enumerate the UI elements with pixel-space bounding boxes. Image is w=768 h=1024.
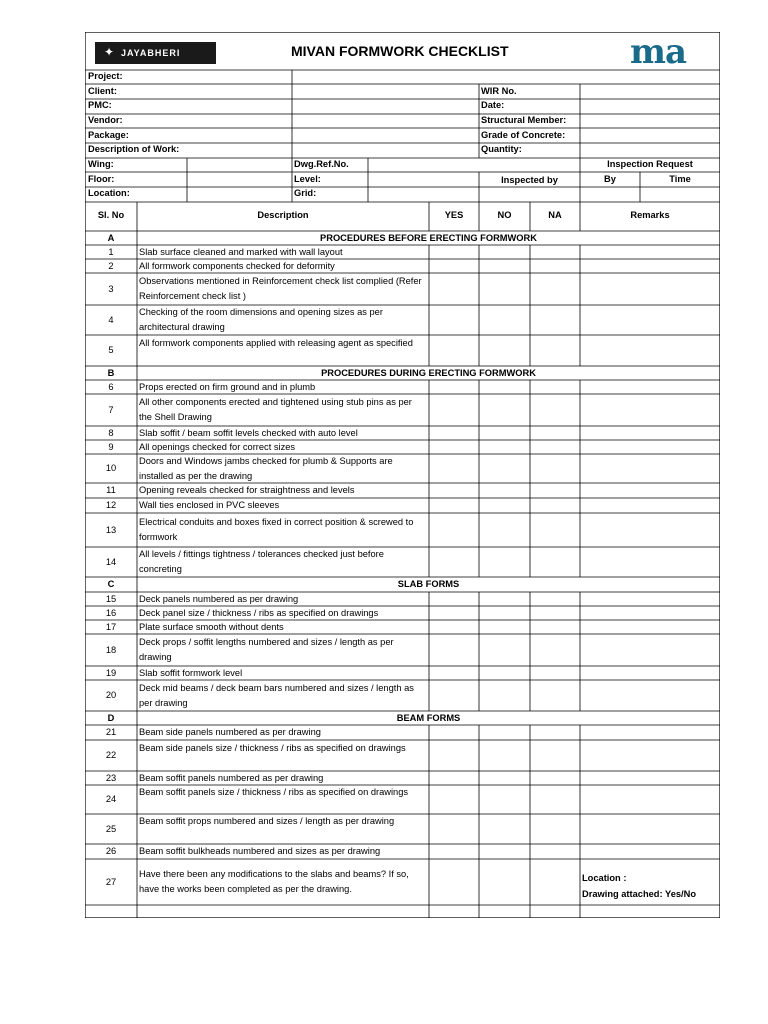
remarks-drawing-attached: Drawing attached: Yes/No bbox=[582, 889, 697, 899]
time-label: Time bbox=[669, 174, 691, 184]
col-sl-no: Sl. No bbox=[97, 210, 125, 220]
item-number: 11 bbox=[106, 485, 116, 495]
item-number: 20 bbox=[105, 690, 117, 700]
floor-label: Floor: bbox=[88, 174, 115, 184]
section-title: PROCEDURES DURING ERECTING FORMWORK bbox=[321, 367, 536, 378]
item-description: Plate surface smooth without dents bbox=[139, 621, 284, 632]
item-number: 5 bbox=[108, 345, 114, 355]
col-no: NO bbox=[497, 210, 512, 220]
inspection-request-label: Inspection Request bbox=[607, 159, 693, 169]
item-number: 24 bbox=[105, 794, 117, 804]
section-letter: B bbox=[107, 367, 115, 378]
item-description: Slab soffit / beam soffit levels checked with auto level bbox=[139, 427, 358, 438]
ma-logo: ma bbox=[630, 32, 687, 72]
section-title: SLAB FORMS bbox=[397, 579, 460, 589]
grid-label: Grid: bbox=[294, 188, 317, 198]
item-number: 15 bbox=[105, 593, 117, 604]
vendor-label: Vendor: bbox=[88, 115, 123, 125]
item-number: 9 bbox=[108, 441, 114, 452]
item-description: Beam soffit props numbered and sizes / length as per drawing bbox=[139, 816, 395, 826]
wir-no-label: WIR No. bbox=[481, 86, 517, 96]
item-number: 3 bbox=[108, 283, 114, 294]
item-number: 13 bbox=[105, 524, 117, 535]
item-description: Beam soffit panels size / thickness / ribs as specified on drawings bbox=[139, 786, 409, 797]
section-letter: A bbox=[107, 232, 115, 243]
col-yes: YES bbox=[444, 210, 464, 220]
client-label: Client: bbox=[88, 86, 117, 96]
item-description: Props erected on firm ground and in plumb bbox=[139, 381, 316, 392]
project-label: Project: bbox=[88, 71, 123, 81]
item-number: 27 bbox=[105, 876, 117, 887]
section-title: PROCEDURES BEFORE ERECTING FORMWORK bbox=[320, 232, 537, 243]
item-number: 8 bbox=[108, 427, 114, 438]
brand-name: JAYABHERI bbox=[121, 48, 181, 58]
item-description: Slab surface cleaned and marked with wall layout bbox=[139, 246, 343, 257]
item-number: 7 bbox=[108, 404, 114, 415]
item-description: All openings checked for correct sizes bbox=[139, 441, 296, 452]
col-remarks: Remarks bbox=[630, 210, 670, 220]
item-description: Beam side panels size / thickness / ribs as specified on drawings bbox=[139, 742, 406, 753]
item-description: Deck props / soffit lengths numbered and sizes / length as per drawing bbox=[139, 637, 394, 662]
inspected-by-label: Inspected by bbox=[501, 175, 558, 185]
structural-member-label: Structural Member: bbox=[481, 115, 567, 125]
item-description: Wall ties enclosed in PVC sleeves bbox=[139, 500, 280, 510]
item-description: All formwork components applied with releasing agent as specified bbox=[139, 337, 413, 348]
checklist-sheet bbox=[85, 32, 720, 918]
item-description: Beam side panels numbered as per drawing bbox=[139, 727, 321, 737]
grade-of-concrete-label: Grade of Concrete: bbox=[481, 130, 566, 140]
item-number: 21 bbox=[105, 727, 117, 737]
item-description: Deck panel size / thickness / ribs as specified on drawings bbox=[139, 607, 379, 618]
item-description: Opening reveals checked for straightness and levels bbox=[139, 485, 355, 495]
item-description: Deck panels numbered as per drawing bbox=[139, 593, 299, 604]
item-number: 23 bbox=[105, 772, 117, 783]
item-description: Observations mentioned in Reinforcement check list complied (Refer Reinforcement check list ) bbox=[139, 276, 422, 301]
star-icon: ✦ bbox=[104, 45, 115, 59]
item-description: All levels / fittings tightness / tolerances checked just before concreting bbox=[139, 549, 384, 574]
item-description: Slab soffit formwork level bbox=[139, 667, 243, 678]
location-label: Location: bbox=[88, 188, 130, 198]
level-label: Level: bbox=[294, 174, 321, 184]
item-number: 2 bbox=[108, 260, 114, 271]
item-description: Electrical conduits and boxes fixed in correct position & screwed to formwork bbox=[139, 517, 414, 542]
col-description: Description bbox=[257, 210, 309, 220]
item-number: 4 bbox=[108, 314, 114, 325]
description-of-work-label: Description of Work: bbox=[88, 144, 180, 154]
item-number: 16 bbox=[105, 607, 117, 618]
item-number: 18 bbox=[105, 644, 117, 655]
dwg-ref-no-label: Dwg.Ref.No. bbox=[294, 159, 349, 169]
item-description: Beam soffit bulkheads numbered and sizes as per drawing bbox=[139, 846, 381, 856]
item-description: Have there been any modifications to the slabs and beams? If so, have the works been completed as per the drawing. bbox=[139, 869, 409, 894]
item-description: Doors and Windows jambs checked for plumb & Supports are installed as per the drawing bbox=[139, 455, 393, 481]
item-description: Beam soffit panels numbered as per drawing bbox=[139, 772, 324, 783]
item-description: All formwork components checked for deformity bbox=[139, 260, 335, 271]
item-number: 22 bbox=[105, 750, 117, 760]
item-number: 6 bbox=[108, 381, 114, 392]
item-number: 1 bbox=[108, 246, 114, 257]
item-description: Checking of the room dimensions and opening sizes as per architectural drawing bbox=[139, 307, 383, 332]
section-title: BEAM FORMS bbox=[396, 712, 461, 723]
page-title: MIVAN FORMWORK CHECKLIST bbox=[291, 43, 509, 59]
item-number: 14 bbox=[105, 556, 117, 567]
item-number: 12 bbox=[105, 500, 117, 510]
col-na: NA bbox=[548, 210, 562, 220]
item-number: 19 bbox=[105, 667, 117, 678]
item-number: 17 bbox=[105, 621, 117, 632]
quantity-label: Quantity: bbox=[481, 144, 522, 154]
wing-label: Wing: bbox=[88, 159, 114, 169]
item-description: Deck mid beams / deck beam bars numbered and sizes / length as per drawing bbox=[139, 682, 414, 708]
item-description: All other components erected and tightened using stub pins as per the Shell Drawing bbox=[139, 397, 412, 422]
jayabheri-logo bbox=[95, 42, 216, 64]
section-letter: C bbox=[107, 579, 115, 589]
remarks-location: Location : bbox=[582, 873, 627, 883]
item-number: 10 bbox=[105, 463, 117, 473]
item-number: 25 bbox=[105, 823, 117, 834]
date-label: Date: bbox=[481, 100, 505, 110]
package-label: Package: bbox=[88, 130, 129, 140]
item-number: 26 bbox=[105, 846, 117, 856]
section-letter: D bbox=[107, 712, 115, 723]
pmc-label: PMC: bbox=[88, 100, 112, 110]
by-label: By bbox=[604, 174, 616, 184]
